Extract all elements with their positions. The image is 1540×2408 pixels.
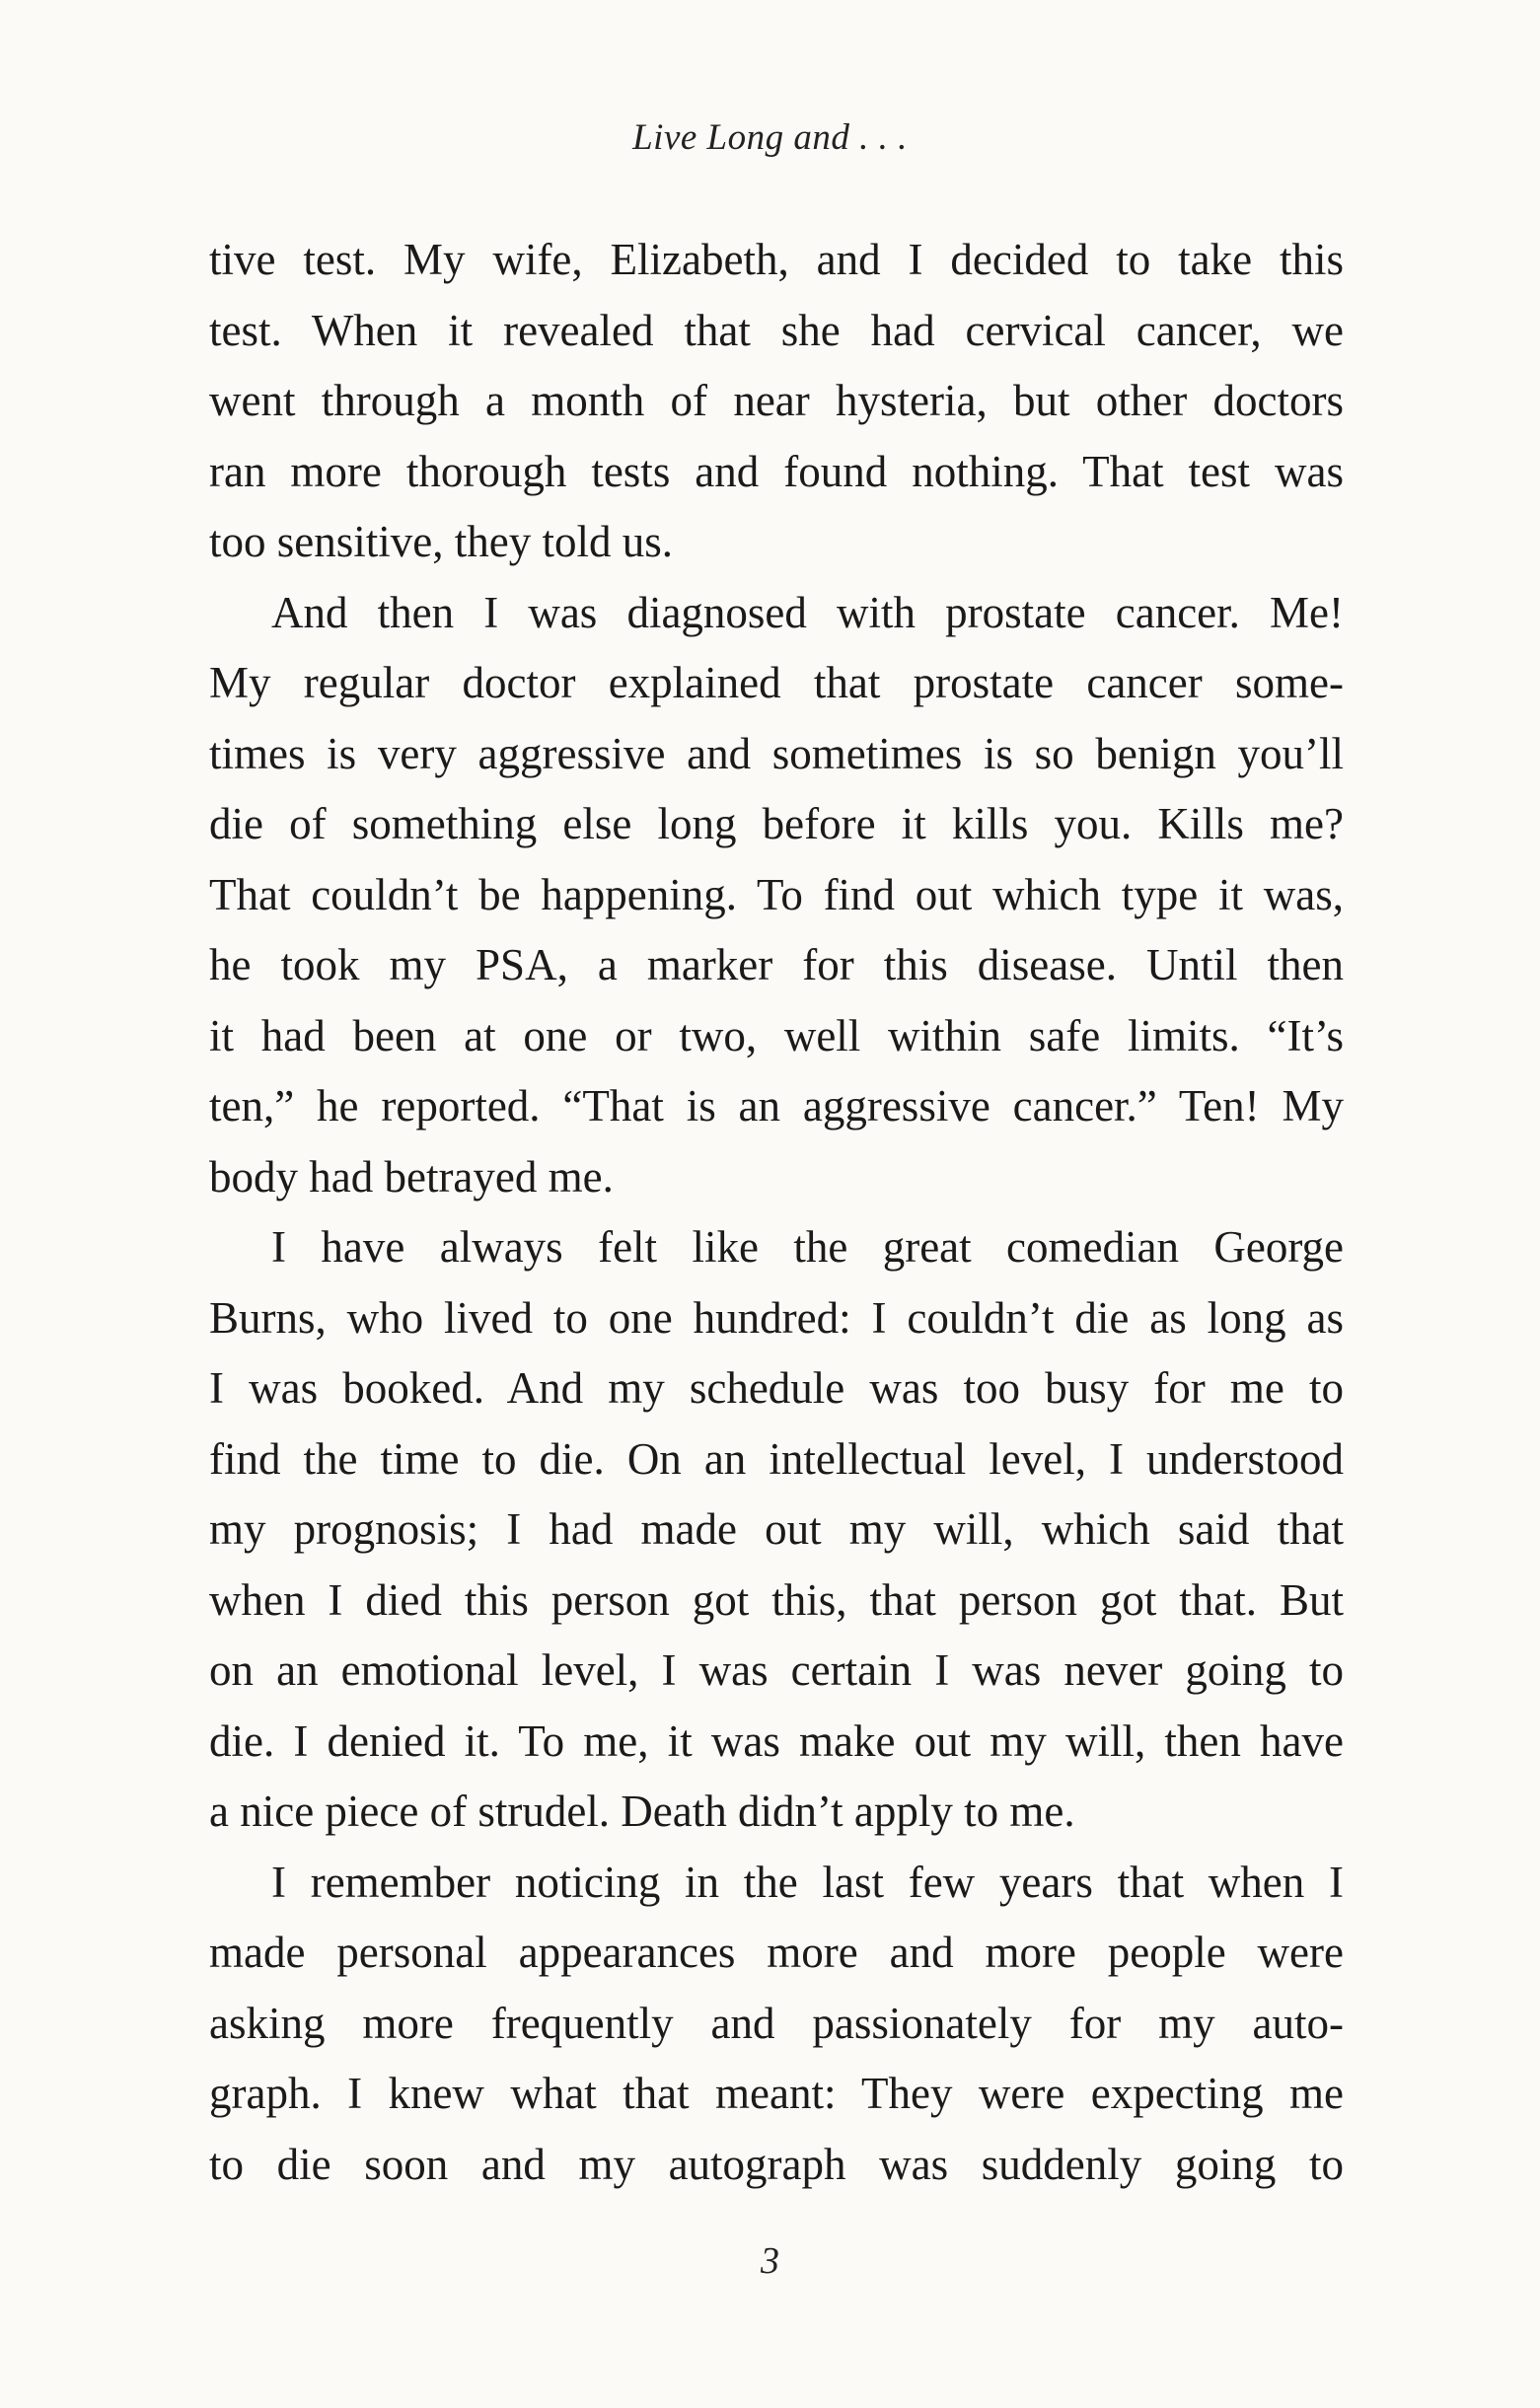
- text-line: find the time to die. On an intellectual level, I understood: [209, 1433, 1344, 1484]
- text-line: I was booked. And my schedule was too busy for me to: [209, 1363, 1344, 1413]
- text-line: made personal appearances more and more people were: [209, 1928, 1344, 1977]
- text-line: on an emotional level, I was certain I was never going to: [209, 1645, 1344, 1695]
- running-head: Live Long and . . .: [632, 117, 908, 158]
- text-line: it had been at one or two, well within safe limits. “It’s: [209, 1010, 1344, 1060]
- text-line: Burns, who lived to one hundred: I couldn’t die as long as: [209, 1292, 1344, 1343]
- text-line: body had betrayed me.: [209, 1151, 614, 1202]
- text-line: ten,” he reported. “That is an aggressive cancer.” Ten! My: [209, 1081, 1344, 1131]
- text-line: when I died this person got this, that person got that. But: [209, 1574, 1344, 1625]
- text-line: I have always felt like the great comedian George: [271, 1222, 1344, 1272]
- text-line: asking more frequently and passionately for my auto-: [209, 1998, 1344, 2048]
- text-line: I remember noticing in the last few years that when I: [271, 1857, 1344, 1907]
- text-line: my prognosis; I had made out my will, which said that: [209, 1504, 1344, 1554]
- text-line: a nice piece of strudel. Death didn’t apply to me.: [209, 1787, 1075, 1836]
- text-line: went through a month of near hysteria, but other doctors: [209, 376, 1344, 425]
- text-line: And then I was diagnosed with prostate cancer. Me!: [271, 587, 1344, 637]
- text-line: die of something else long before it kills you. Kills me?: [209, 799, 1344, 848]
- text-line: he took my PSA, a marker for this disease. Until then: [209, 940, 1344, 989]
- text-line: to die soon and my autograph was suddenly going to: [209, 2139, 1344, 2189]
- text-line: My regular doctor explained that prostate cancer some-: [209, 658, 1344, 707]
- page-number: 3: [761, 2240, 779, 2282]
- text-line: That couldn’t be happening. To find out which type it was,: [209, 869, 1344, 919]
- text-line: tive test. My wife, Elizabeth, and I decided to take this: [209, 235, 1344, 284]
- text-line: test. When it revealed that she had cervical cancer, we: [209, 305, 1344, 355]
- text-line: graph. I knew what that meant: They were expecting me: [209, 2069, 1344, 2118]
- text-line: times is very aggressive and sometimes is so benign you’ll: [209, 728, 1344, 778]
- text-line: too sensitive, they told us.: [209, 517, 673, 566]
- text-line: ran more thorough tests and found nothing. That test was: [209, 446, 1344, 496]
- body-text: [209, 225, 1344, 2200]
- text-line: die. I denied it. To me, it was make out my will, then have: [209, 1715, 1344, 1766]
